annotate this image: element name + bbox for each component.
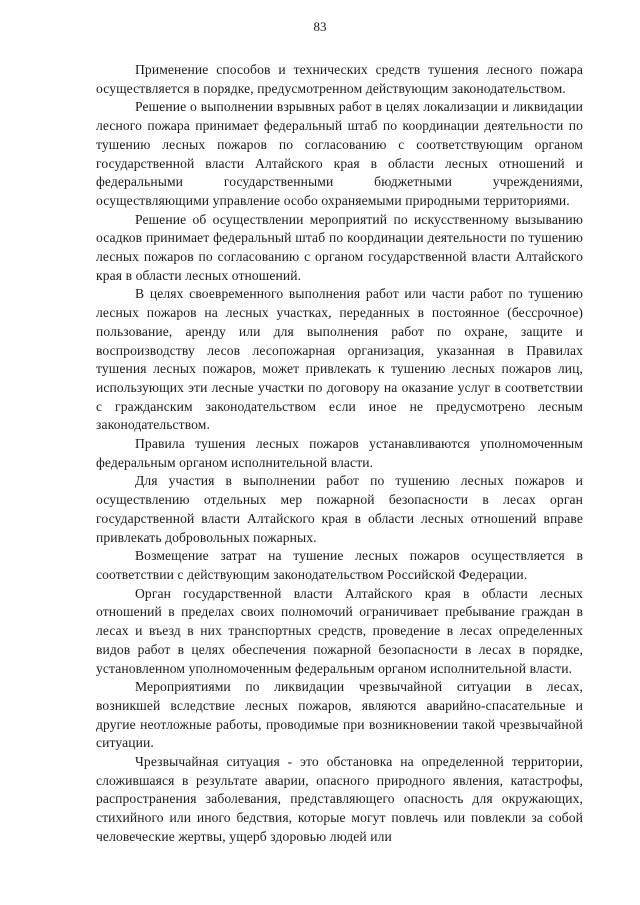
paragraph: Возмещение затрат на тушение лесных пожаров осуществляется в соответствии с действующим законодательством Российской Федерации. xyxy=(96,548,583,582)
page-number: 83 xyxy=(313,19,327,34)
document-body xyxy=(96,61,583,847)
paragraph: Применение способов и технических средств тушения лесного пожара осуществляется в порядке, предусмотренном действующим законодательством. xyxy=(96,62,583,96)
paragraph: Мероприятиями по ликвидации чрезвычайной ситуации в лесах, возникшей вследствие лесных пожаров, являются аварийно-спасательные и другие неотложные работы, проводимые при возникновении такой чрезвычайной ситуации. xyxy=(96,679,583,751)
paragraph: Орган государственной власти Алтайского края в области лесных отношений в пределах своих полномочий ограничивает пребывание граждан в лесах и въезд в них транспортных средств, проведение в лесах определенных видов работ в целях обеспечения пожарной безопасности в лесах в порядке, установленном уполномоченным федеральным органом исполнительной власти. xyxy=(96,585,583,676)
paragraph: Решение об осуществлении мероприятий по искусственному вызыванию осадков принимает федеральный штаб по координации деятельности по тушению лесных пожаров по согласованию с органом государственной власти Алтайского края в области лесных отношений. xyxy=(96,211,583,283)
paragraph: Чрезвычайная ситуация - это обстановка на определенной территории, сложившаяся в результате аварии, опасного природного явления, катастрофы, распространения заболевания, представляющего опасность для окружающих, стихийного или иного бедствия, которые могут повлечь или повлекли за собой человеческие жертвы, ущерб здоровью людей или xyxy=(96,754,583,844)
paragraph: В целях своевременного выполнения работ или части работ по тушению лесных пожаров на лесных участках, переданных в постоянное (бессрочное) пользование, аренду или для выполнения работ по охране, защите и воспроизводству лесов лесопожарная организация, указанная в Правилах тушения лесных пожаров, может привлекать к тушению лесных пожаров лиц, использующих эти лесные участки по договору на оказание услуг в соответствии с гражданским законодательством если иное не предусмотрено лесным законодательством. xyxy=(96,286,583,433)
paragraph: Решение о выполнении взрывных работ в целях локализации и ликвидации лесного пожара принимает федеральный штаб по координации деятельности по тушению лесных пожаров по согласованию с соответствующим органом государственной власти Алтайского края в области лесных отношений и федеральными государственными бюджетными учреждениями, осуществляющими управление особо охраняемыми природными территориями. xyxy=(96,99,583,208)
paragraph: Для участия в выполнении работ по тушению лесных пожаров и осуществлению отдельных мер пожарной безопасности в лесах орган государственной власти Алтайского края в области лесных отношений вправе привлекать добровольных пожарных. xyxy=(96,473,583,545)
paragraph: Правила тушения лесных пожаров устанавливаются уполномоченным федеральным органом исполнительной власти. xyxy=(96,436,583,470)
